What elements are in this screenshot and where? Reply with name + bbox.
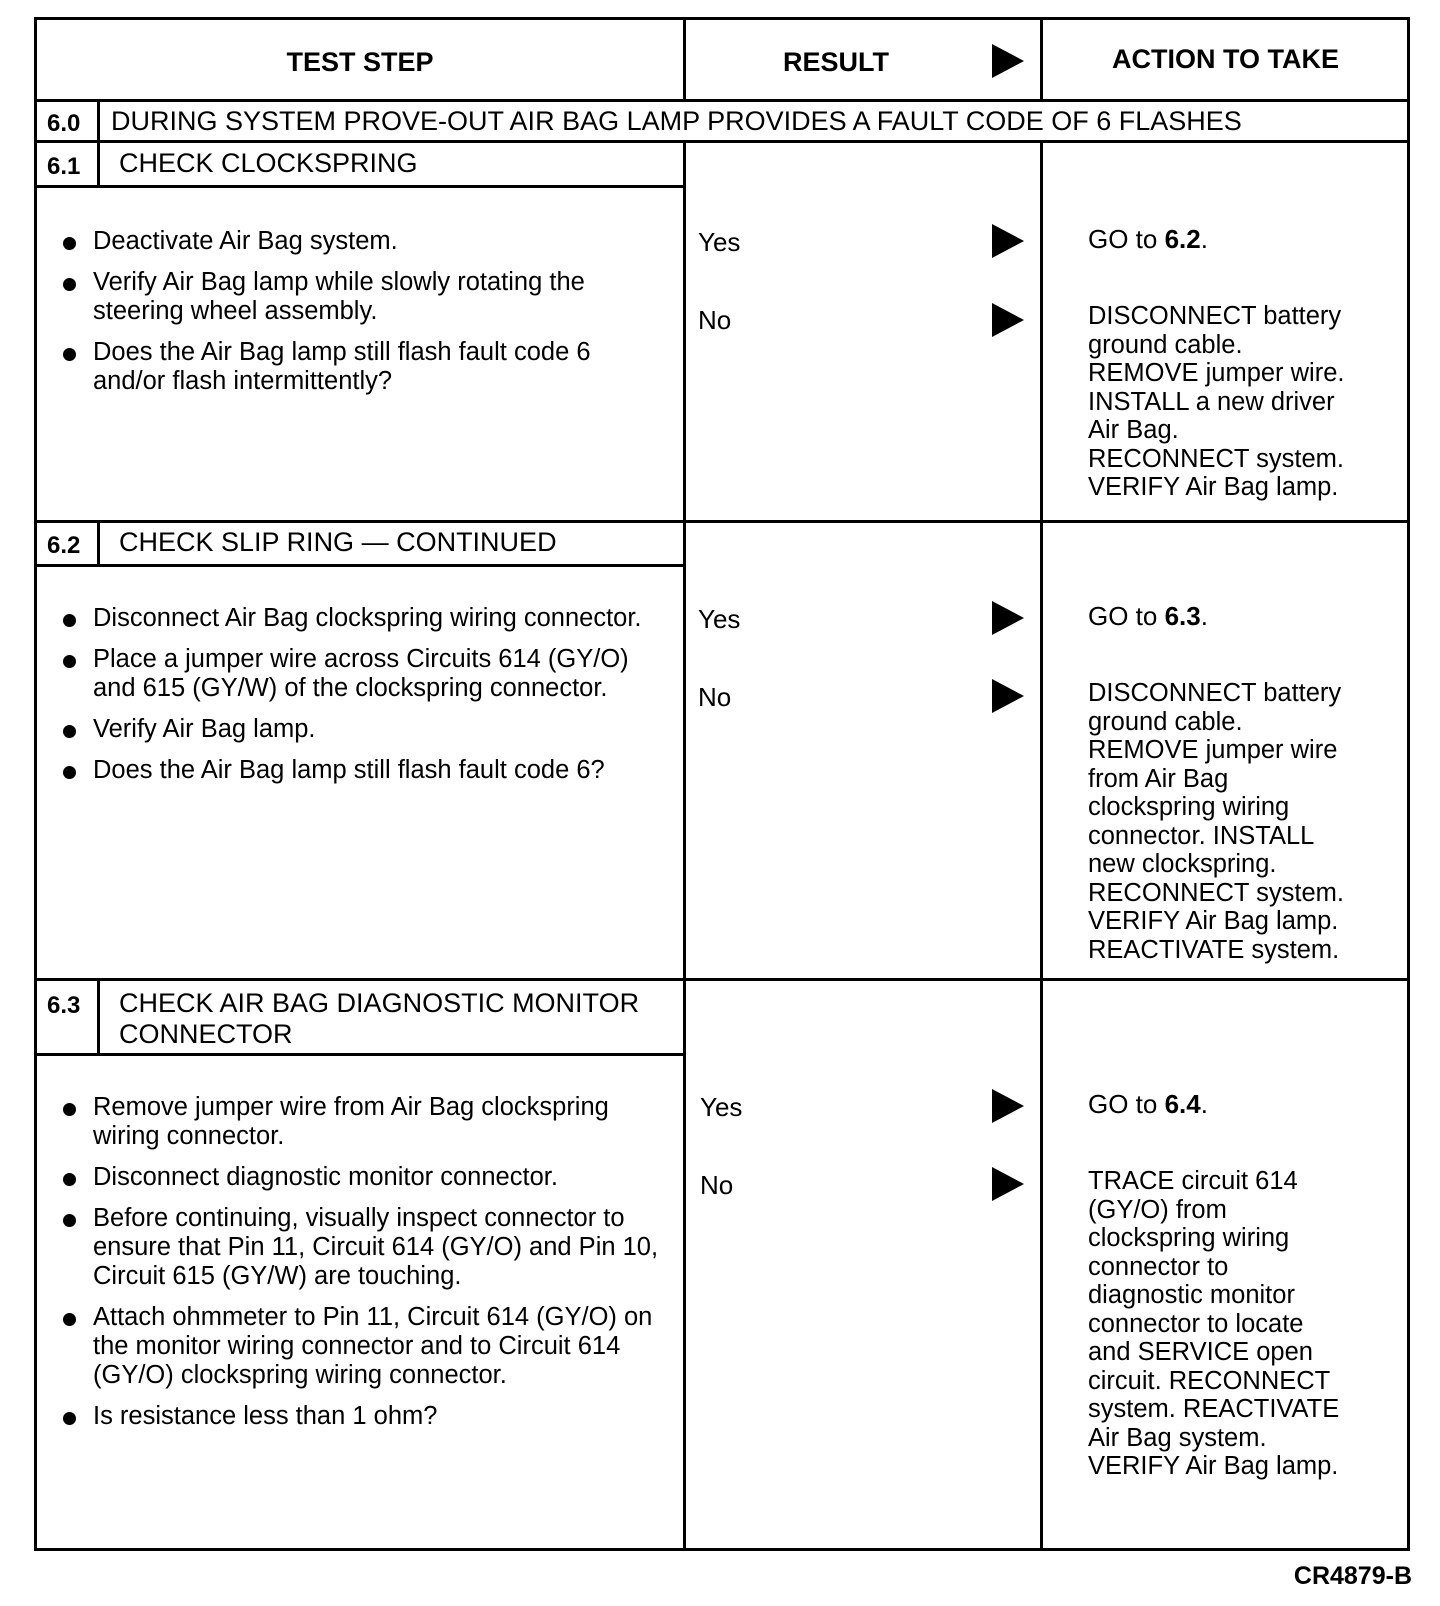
bullet-icon — [63, 1313, 76, 1326]
header-rule — [37, 99, 1407, 102]
action-yes — [1088, 224, 1208, 255]
header-arrow-icon — [992, 44, 1024, 78]
bullet-icon — [63, 1214, 76, 1227]
section-number-divider — [97, 99, 100, 142]
list-item — [61, 1093, 661, 1151]
arrow-right-icon — [992, 679, 1024, 713]
list-item — [61, 1402, 661, 1431]
action-yes-suffix: . — [1200, 1089, 1208, 1119]
figure-id: CR4879-B — [1293, 1562, 1412, 1590]
action-yes-target: 6.3 — [1164, 601, 1201, 631]
step-separator — [37, 520, 1407, 523]
action-no: DISCONNECT battery ground cable. REMOVE jumper wire. INSTALL a new driver Air Bag. RECONNECT system. VERIFY Air Bag lamp. — [1088, 302, 1345, 501]
step-title: CHECK CLOCKSPRING — [119, 148, 418, 178]
step-title-rule — [37, 1053, 683, 1056]
section-title: DURING SYSTEM PROVE-OUT AIR BAG LAMP PROVIDES A FAULT CODE OF 6 FLASHES — [111, 106, 1242, 136]
header-action: ACTION TO TAKE — [1112, 44, 1339, 74]
instruction-text: Verify Air Bag lamp while slowly rotating the steering wheel assembly. — [93, 268, 585, 325]
header-result: RESULT — [783, 47, 889, 77]
result-no: No — [700, 1170, 734, 1200]
list-item — [61, 715, 661, 744]
step-title: CHECK AIR BAG DIAGNOSTIC MONITOR CONNECTOR — [119, 988, 640, 1049]
list-item — [61, 1303, 661, 1390]
action-no: TRACE circuit 614 (GY/O) from clockspring wiring connector to diagnostic monitor connector to locate and SERVICE open circuit. RECONNECT system. REACTIVATE Air Bag system. VERIFY Air Bag lamp. — [1088, 1167, 1340, 1480]
column-divider-1 — [683, 142, 686, 1550]
arrow-right-icon — [992, 601, 1024, 635]
step-instructions — [61, 604, 661, 797]
column-divider-2 — [1040, 142, 1043, 1550]
list-item — [61, 1204, 661, 1291]
list-item — [61, 227, 661, 256]
action-yes-target: 6.4 — [1164, 1089, 1201, 1119]
step-number-divider — [97, 980, 100, 1055]
step-number: 6.2 — [47, 532, 81, 559]
arrow-right-icon — [992, 303, 1024, 337]
instruction-text: Place a jumper wire across Circuits 614 (GY/O) and 615 (GY/W) of the clockspring connector. — [93, 645, 629, 702]
header-test-step: TEST STEP — [286, 47, 434, 77]
arrow-right-icon — [992, 224, 1024, 258]
result-no: No — [698, 305, 732, 335]
result-no: No — [698, 682, 732, 712]
bullet-icon — [63, 348, 76, 361]
action-yes — [1088, 1089, 1208, 1120]
bullet-icon — [63, 1103, 76, 1116]
action-yes-text: GO to — [1088, 224, 1165, 254]
instruction-text: Disconnect Air Bag clockspring wiring connector. — [93, 604, 642, 632]
instruction-text: Does the Air Bag lamp still flash fault code 6 and/or flash intermittently? — [93, 338, 591, 395]
list-item — [61, 268, 661, 326]
step-title: CHECK SLIP RING — CONTINUED — [119, 527, 557, 557]
list-item — [61, 604, 661, 633]
list-item — [61, 1163, 661, 1192]
bullet-icon — [63, 1412, 76, 1425]
arrow-right-icon — [992, 1167, 1024, 1201]
bullet-icon — [63, 278, 76, 291]
instruction-text: Before continuing, visually inspect connector to ensure that Pin 11, Circuit 614 (GY/O) and Pin 10, Circuit 615 (GY/W) are touching. — [93, 1204, 659, 1290]
result-yes: Yes — [698, 227, 741, 257]
bullet-icon — [63, 725, 76, 738]
action-yes-target: 6.2 — [1164, 224, 1201, 254]
step-title-rule — [37, 564, 683, 567]
instruction-text: Is resistance less than 1 ohm? — [93, 1402, 438, 1430]
step-number: 6.3 — [47, 992, 81, 1019]
action-no: DISCONNECT battery ground cable. REMOVE jumper wire from Air Bag clockspring wiring connector. INSTALL new clockspring. RECONNECT system. VERIFY Air Bag lamp. REACTIVATE system. — [1088, 679, 1344, 964]
result-yes: Yes — [698, 604, 741, 634]
bullet-icon — [63, 1173, 76, 1186]
list-item — [61, 645, 661, 703]
bullet-icon — [63, 766, 76, 779]
section-rule — [37, 140, 1407, 143]
bullet-icon — [63, 237, 76, 250]
instruction-text: Remove jumper wire from Air Bag clockspring wiring connector. — [93, 1093, 609, 1150]
step-number-divider — [97, 522, 100, 566]
step-title-rule — [37, 185, 683, 188]
step-number-divider — [97, 142, 100, 187]
instruction-text: Does the Air Bag lamp still flash fault code 6? — [93, 756, 605, 784]
instruction-text: Verify Air Bag lamp. — [93, 715, 316, 743]
action-yes-text: GO to — [1088, 601, 1165, 631]
instruction-text: Disconnect diagnostic monitor connector. — [93, 1163, 558, 1191]
list-item — [61, 338, 661, 396]
step-instructions — [61, 227, 661, 408]
result-yes: Yes — [700, 1092, 743, 1122]
section-number: 6.0 — [47, 110, 81, 137]
arrow-right-icon — [992, 1089, 1024, 1123]
action-yes-suffix: . — [1200, 601, 1208, 631]
action-yes-suffix: . — [1200, 224, 1208, 254]
action-yes-text: GO to — [1088, 1089, 1165, 1119]
step-separator — [37, 978, 1407, 981]
diagnostic-table — [34, 17, 1410, 1551]
bullet-icon — [63, 655, 76, 668]
instruction-text: Deactivate Air Bag system. — [93, 227, 398, 255]
instruction-text: Attach ohmmeter to Pin 11, Circuit 614 (GY/O) on the monitor wiring connector and to Circuit 614 (GY/O) clockspring wiring connector. — [93, 1303, 653, 1389]
step-number: 6.1 — [47, 153, 81, 180]
list-item — [61, 756, 661, 785]
bullet-icon — [63, 614, 76, 627]
step-instructions — [61, 1093, 661, 1443]
action-yes — [1088, 601, 1208, 632]
